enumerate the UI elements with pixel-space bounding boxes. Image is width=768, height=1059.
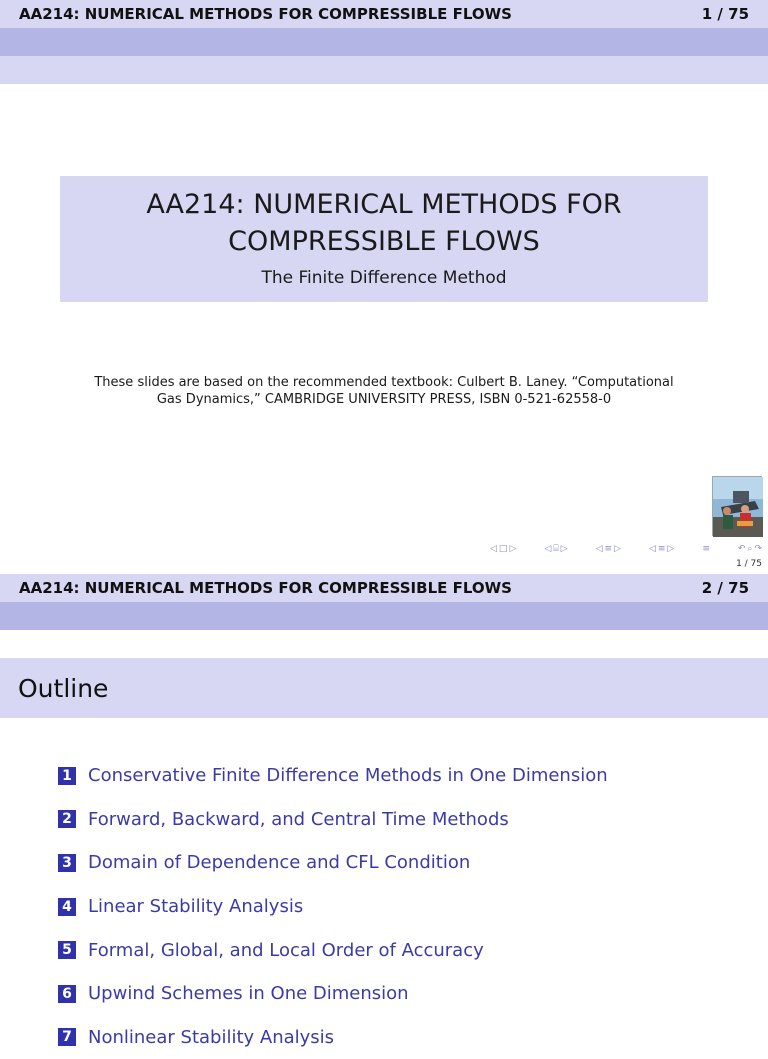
slide-header — [0, 574, 768, 602]
note-line-2: Gas Dynamics,” CAMBRIDGE UNIVERSITY PRESS, ISBN 0-521-62558-0 — [156, 392, 612, 407]
textbook-note — [80, 374, 688, 408]
right-arrow-icon[interactable]: ▷ — [667, 544, 675, 554]
outline-item[interactable] — [58, 754, 758, 798]
section-number-badge: 3 — [58, 854, 76, 872]
right-arrow-icon[interactable]: ▷ — [509, 544, 517, 554]
outline-item[interactable] — [58, 1016, 758, 1059]
section-icon[interactable]: ≡ — [604, 544, 613, 554]
outline-item[interactable] — [58, 928, 758, 972]
header-page-number: 1 / 75 — [701, 5, 749, 23]
search-icon[interactable]: ⌕ — [747, 544, 753, 554]
document-icon[interactable]: ≡ — [702, 544, 710, 554]
section-number-badge: 7 — [58, 1028, 76, 1046]
slide-header — [0, 0, 768, 28]
header-title: AA214: NUMERICAL METHODS FOR COMPRESSIBLE FLOWS — [19, 5, 512, 23]
outline-list — [58, 754, 758, 1059]
title-block — [60, 176, 708, 302]
header-band — [0, 602, 768, 630]
nav-section[interactable] — [596, 544, 621, 554]
author-photo — [712, 476, 762, 536]
header-band-light — [0, 56, 768, 84]
outline-item[interactable] — [58, 841, 758, 885]
title-line-1: AA214: NUMERICAL METHODS FOR — [146, 189, 622, 220]
frame-title — [0, 658, 768, 718]
left-arrow-icon[interactable]: ◁ — [490, 544, 497, 554]
back-icon[interactable]: ↶ — [737, 544, 746, 554]
forward-icon[interactable]: ↷ — [754, 544, 762, 554]
outline-link[interactable]: Formal, Global, and Local Order of Accuracy — [88, 939, 484, 961]
section-number-badge: 5 — [58, 941, 76, 959]
left-arrow-icon[interactable]: ◁ — [595, 544, 603, 554]
outline-item[interactable] — [58, 972, 758, 1016]
outline-link[interactable]: Forward, Backward, and Central Time Methods — [88, 808, 509, 830]
left-arrow-icon[interactable]: ◁ — [544, 544, 552, 554]
outline-link[interactable]: Domain of Dependence and CFL Condition — [88, 852, 471, 874]
outline-item[interactable] — [58, 798, 758, 842]
section-number-badge: 2 — [58, 810, 76, 828]
section-number-badge: 4 — [58, 898, 76, 916]
right-arrow-icon[interactable]: ▷ — [614, 544, 621, 554]
beamer-navigation — [490, 542, 762, 556]
frame-icon[interactable]: □ — [498, 544, 508, 554]
header-band — [0, 28, 768, 56]
photo-image — [713, 477, 763, 537]
left-arrow-icon[interactable]: ◁ — [648, 544, 656, 554]
part-icon[interactable]: ≡ — [657, 544, 666, 554]
section-number-badge: 6 — [58, 985, 76, 1003]
frame-title-text: Outline — [18, 673, 109, 703]
header-page-number: 2 / 75 — [701, 579, 749, 597]
slide-2 — [0, 574, 768, 1048]
nav-subsection[interactable] — [544, 544, 567, 554]
presentation-title — [60, 186, 708, 260]
outline-link[interactable]: Linear Stability Analysis — [88, 896, 304, 918]
outline-link[interactable]: Conservative Finite Difference Methods in One Dimension — [88, 765, 608, 787]
footer-page-number: 1 / 75 — [736, 559, 762, 569]
subsection-icon[interactable]: ⌸ — [553, 544, 559, 554]
note-line-1: These slides are based on the recommended textbook: Culbert B. Laney. “Computational — [94, 375, 674, 390]
nav-part[interactable] — [649, 544, 674, 554]
nav-frame[interactable] — [490, 544, 516, 554]
right-arrow-icon[interactable]: ▷ — [560, 544, 568, 554]
title-line-2: COMPRESSIBLE FLOWS — [228, 226, 540, 257]
section-number-badge: 1 — [58, 767, 76, 785]
header-title: AA214: NUMERICAL METHODS FOR COMPRESSIBLE FLOWS — [19, 579, 512, 597]
outline-link[interactable]: Nonlinear Stability Analysis — [88, 1026, 335, 1048]
outline-link[interactable]: Upwind Schemes in One Dimension — [88, 983, 409, 1005]
nav-history[interactable] — [738, 544, 762, 554]
outline-item[interactable] — [58, 885, 758, 929]
header-band-light — [0, 630, 768, 658]
presentation-subtitle: The Finite Difference Method — [261, 268, 507, 288]
